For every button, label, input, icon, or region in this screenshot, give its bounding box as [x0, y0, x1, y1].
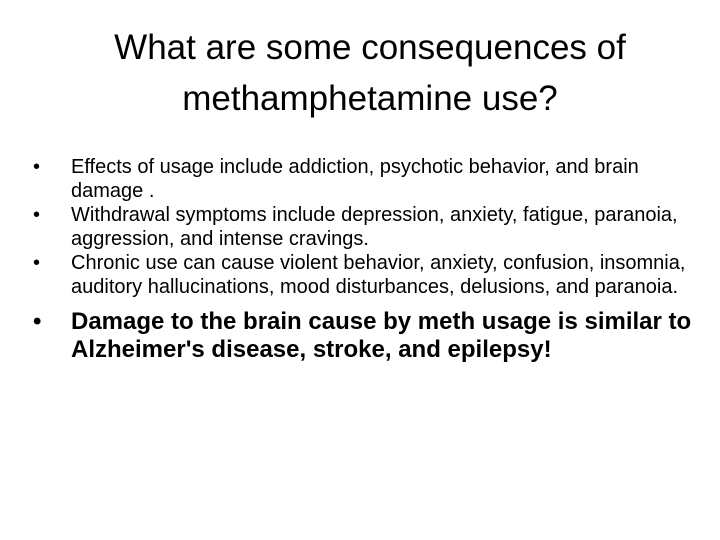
bullet-text-chronic: Chronic use can cause violent behavior, anxiety, confusion, insomnia, auditory hallucinations, mood disturbances, delusions, and paranoia.: [71, 252, 686, 298]
bullet-item-chronic: [33, 251, 703, 299]
slide-title-line-1: What are some consequences of: [114, 28, 626, 67]
bullet-text-effects: Effects of usage include addiction, psychotic behavior, and brain damage .: [71, 156, 639, 202]
bullet-item-effects: [33, 155, 703, 203]
bullet-text-withdrawal: Withdrawal symptoms include depression, anxiety, fatigue, paranoia, aggression, and intense cravings.: [71, 204, 678, 250]
bullet-icon: •: [33, 204, 41, 226]
bullet-item-withdrawal: [33, 203, 703, 251]
slide-title-line-2: methamphetamine use?: [182, 79, 558, 118]
bullet-icon: •: [33, 156, 41, 178]
bullet-icon: •: [33, 308, 42, 335]
slide-title: [40, 22, 700, 124]
bullet-list: [33, 155, 703, 364]
bullet-icon: •: [33, 252, 41, 274]
bullet-text-brain-damage: Damage to the brain cause by meth usage is similar to Alzheimer's disease, stroke, and epilepsy!: [71, 308, 692, 363]
bullet-item-brain-damage: [33, 308, 703, 364]
